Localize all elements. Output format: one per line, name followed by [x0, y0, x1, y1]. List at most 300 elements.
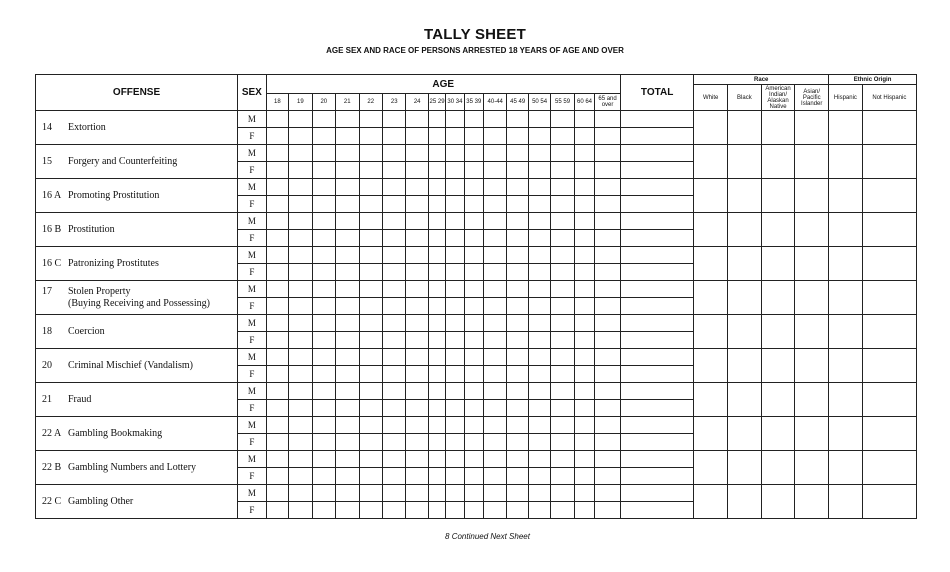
tally-cell-female[interactable]: [446, 230, 464, 247]
tally-cell-female[interactable]: [507, 264, 528, 281]
tally-cell-female[interactable]: [428, 434, 445, 451]
race-cell[interactable]: [761, 383, 795, 417]
total-cell-male[interactable]: [620, 281, 693, 298]
tally-cell-female[interactable]: [528, 162, 550, 179]
tally-cell-male[interactable]: [483, 179, 506, 196]
tally-cell-female[interactable]: [446, 468, 464, 485]
ethnic-origin-cell[interactable]: [829, 315, 863, 349]
tally-cell-female[interactable]: [312, 264, 335, 281]
ethnic-origin-cell[interactable]: [829, 213, 863, 247]
race-cell[interactable]: [795, 349, 829, 383]
tally-cell-male[interactable]: [528, 179, 550, 196]
tally-cell-female[interactable]: [312, 366, 335, 383]
tally-cell-female[interactable]: [312, 502, 335, 519]
tally-cell-female[interactable]: [382, 128, 405, 145]
tally-cell-male[interactable]: [312, 281, 335, 298]
tally-cell-male[interactable]: [289, 315, 312, 332]
tally-cell-female[interactable]: [507, 332, 528, 349]
tally-cell-female[interactable]: [428, 400, 445, 417]
race-cell[interactable]: [728, 349, 762, 383]
tally-cell-male[interactable]: [551, 179, 574, 196]
tally-cell-female[interactable]: [289, 196, 312, 213]
tally-cell-male[interactable]: [359, 349, 382, 366]
race-cell[interactable]: [795, 485, 829, 519]
tally-cell-male[interactable]: [428, 315, 445, 332]
tally-cell-male[interactable]: [595, 145, 621, 162]
tally-cell-male[interactable]: [266, 451, 288, 468]
tally-cell-male[interactable]: [428, 281, 445, 298]
total-cell-female[interactable]: [620, 366, 693, 383]
tally-cell-female[interactable]: [428, 502, 445, 519]
tally-cell-male[interactable]: [551, 417, 574, 434]
tally-cell-male[interactable]: [446, 247, 464, 264]
race-cell[interactable]: [761, 417, 795, 451]
tally-cell-female[interactable]: [574, 128, 594, 145]
tally-cell-male[interactable]: [289, 145, 312, 162]
tally-cell-male[interactable]: [406, 451, 428, 468]
tally-cell-female[interactable]: [382, 196, 405, 213]
tally-cell-female[interactable]: [595, 434, 621, 451]
tally-cell-male[interactable]: [312, 383, 335, 400]
race-cell[interactable]: [728, 383, 762, 417]
tally-cell-female[interactable]: [428, 230, 445, 247]
tally-cell-male[interactable]: [574, 349, 594, 366]
tally-cell-male[interactable]: [595, 485, 621, 502]
tally-cell-male[interactable]: [528, 315, 550, 332]
total-cell-female[interactable]: [620, 264, 693, 281]
tally-cell-female[interactable]: [574, 434, 594, 451]
tally-cell-male[interactable]: [446, 383, 464, 400]
tally-cell-female[interactable]: [574, 400, 594, 417]
tally-cell-female[interactable]: [446, 332, 464, 349]
tally-cell-female[interactable]: [336, 400, 359, 417]
ethnic-origin-cell[interactable]: [862, 383, 916, 417]
tally-cell-female[interactable]: [406, 298, 428, 315]
tally-cell-female[interactable]: [464, 264, 483, 281]
tally-cell-male[interactable]: [551, 213, 574, 230]
race-cell[interactable]: [728, 213, 762, 247]
tally-cell-female[interactable]: [406, 502, 428, 519]
total-cell-female[interactable]: [620, 162, 693, 179]
race-cell[interactable]: [694, 383, 728, 417]
tally-cell-female[interactable]: [312, 298, 335, 315]
tally-cell-female[interactable]: [289, 332, 312, 349]
race-cell[interactable]: [761, 247, 795, 281]
total-cell-female[interactable]: [620, 128, 693, 145]
race-cell[interactable]: [795, 383, 829, 417]
race-cell[interactable]: [795, 111, 829, 145]
tally-cell-male[interactable]: [528, 383, 550, 400]
tally-cell-male[interactable]: [428, 247, 445, 264]
total-cell-male[interactable]: [620, 213, 693, 230]
race-cell[interactable]: [795, 281, 829, 315]
tally-cell-male[interactable]: [406, 179, 428, 196]
tally-cell-male[interactable]: [359, 111, 382, 128]
tally-cell-male[interactable]: [382, 213, 405, 230]
tally-cell-male[interactable]: [595, 111, 621, 128]
tally-cell-female[interactable]: [507, 196, 528, 213]
tally-cell-female[interactable]: [406, 264, 428, 281]
tally-cell-male[interactable]: [528, 111, 550, 128]
tally-cell-female[interactable]: [483, 264, 506, 281]
tally-cell-female[interactable]: [574, 230, 594, 247]
race-cell[interactable]: [761, 145, 795, 179]
tally-cell-female[interactable]: [266, 434, 288, 451]
tally-cell-male[interactable]: [336, 417, 359, 434]
tally-cell-male[interactable]: [266, 145, 288, 162]
tally-cell-female[interactable]: [289, 128, 312, 145]
tally-cell-male[interactable]: [507, 247, 528, 264]
tally-cell-female[interactable]: [336, 128, 359, 145]
tally-cell-male[interactable]: [446, 315, 464, 332]
tally-cell-female[interactable]: [483, 230, 506, 247]
tally-cell-male[interactable]: [289, 111, 312, 128]
tally-cell-male[interactable]: [446, 417, 464, 434]
tally-cell-male[interactable]: [336, 315, 359, 332]
tally-cell-female[interactable]: [289, 230, 312, 247]
race-cell[interactable]: [795, 315, 829, 349]
tally-cell-male[interactable]: [574, 247, 594, 264]
tally-cell-male[interactable]: [428, 213, 445, 230]
race-cell[interactable]: [728, 417, 762, 451]
tally-cell-male[interactable]: [483, 485, 506, 502]
tally-cell-female[interactable]: [507, 502, 528, 519]
tally-cell-female[interactable]: [528, 230, 550, 247]
tally-cell-male[interactable]: [483, 315, 506, 332]
tally-cell-male[interactable]: [483, 213, 506, 230]
tally-cell-female[interactable]: [406, 468, 428, 485]
tally-cell-female[interactable]: [574, 196, 594, 213]
total-cell-male[interactable]: [620, 315, 693, 332]
tally-cell-male[interactable]: [464, 111, 483, 128]
tally-cell-male[interactable]: [464, 417, 483, 434]
tally-cell-male[interactable]: [551, 383, 574, 400]
tally-cell-female[interactable]: [528, 502, 550, 519]
tally-cell-female[interactable]: [289, 434, 312, 451]
tally-cell-male[interactable]: [312, 213, 335, 230]
tally-cell-female[interactable]: [595, 502, 621, 519]
total-cell-female[interactable]: [620, 332, 693, 349]
tally-cell-male[interactable]: [574, 281, 594, 298]
tally-cell-female[interactable]: [595, 468, 621, 485]
tally-cell-female[interactable]: [406, 196, 428, 213]
tally-cell-female[interactable]: [528, 400, 550, 417]
tally-cell-female[interactable]: [336, 502, 359, 519]
tally-cell-male[interactable]: [464, 247, 483, 264]
race-cell[interactable]: [728, 111, 762, 145]
tally-cell-male[interactable]: [336, 213, 359, 230]
ethnic-origin-cell[interactable]: [862, 417, 916, 451]
tally-cell-male[interactable]: [446, 451, 464, 468]
tally-cell-female[interactable]: [464, 366, 483, 383]
tally-cell-female[interactable]: [289, 502, 312, 519]
tally-cell-female[interactable]: [446, 400, 464, 417]
tally-cell-female[interactable]: [359, 434, 382, 451]
race-cell[interactable]: [761, 281, 795, 315]
tally-cell-female[interactable]: [551, 468, 574, 485]
race-cell[interactable]: [761, 451, 795, 485]
tally-cell-female[interactable]: [266, 162, 288, 179]
tally-cell-female[interactable]: [359, 128, 382, 145]
tally-cell-male[interactable]: [464, 315, 483, 332]
tally-cell-female[interactable]: [464, 196, 483, 213]
tally-cell-female[interactable]: [595, 298, 621, 315]
race-cell[interactable]: [694, 145, 728, 179]
tally-cell-female[interactable]: [336, 332, 359, 349]
tally-cell-female[interactable]: [336, 434, 359, 451]
tally-cell-female[interactable]: [507, 128, 528, 145]
tally-cell-male[interactable]: [359, 383, 382, 400]
tally-cell-male[interactable]: [289, 213, 312, 230]
tally-cell-male[interactable]: [359, 315, 382, 332]
tally-cell-male[interactable]: [336, 247, 359, 264]
tally-cell-female[interactable]: [528, 298, 550, 315]
tally-cell-male[interactable]: [428, 451, 445, 468]
total-cell-female[interactable]: [620, 468, 693, 485]
race-cell[interactable]: [728, 179, 762, 213]
tally-cell-male[interactable]: [359, 213, 382, 230]
tally-cell-female[interactable]: [266, 196, 288, 213]
tally-cell-female[interactable]: [574, 298, 594, 315]
tally-cell-female[interactable]: [483, 366, 506, 383]
race-cell[interactable]: [795, 247, 829, 281]
tally-cell-female[interactable]: [382, 400, 405, 417]
tally-cell-female[interactable]: [406, 230, 428, 247]
tally-cell-male[interactable]: [595, 213, 621, 230]
tally-cell-male[interactable]: [464, 213, 483, 230]
tally-cell-female[interactable]: [312, 400, 335, 417]
total-cell-male[interactable]: [620, 111, 693, 128]
tally-cell-male[interactable]: [428, 485, 445, 502]
tally-cell-female[interactable]: [595, 128, 621, 145]
tally-cell-male[interactable]: [406, 281, 428, 298]
tally-cell-male[interactable]: [336, 281, 359, 298]
tally-cell-male[interactable]: [446, 213, 464, 230]
tally-cell-female[interactable]: [528, 128, 550, 145]
tally-cell-male[interactable]: [483, 451, 506, 468]
race-cell[interactable]: [761, 179, 795, 213]
race-cell[interactable]: [728, 281, 762, 315]
tally-cell-female[interactable]: [574, 468, 594, 485]
tally-cell-male[interactable]: [528, 451, 550, 468]
tally-cell-male[interactable]: [289, 179, 312, 196]
tally-cell-male[interactable]: [359, 451, 382, 468]
tally-cell-male[interactable]: [382, 349, 405, 366]
tally-cell-male[interactable]: [464, 451, 483, 468]
tally-cell-male[interactable]: [406, 315, 428, 332]
ethnic-origin-cell[interactable]: [829, 281, 863, 315]
tally-cell-female[interactable]: [289, 400, 312, 417]
tally-cell-male[interactable]: [507, 281, 528, 298]
tally-cell-female[interactable]: [574, 502, 594, 519]
tally-cell-male[interactable]: [551, 451, 574, 468]
race-cell[interactable]: [694, 247, 728, 281]
tally-cell-male[interactable]: [551, 349, 574, 366]
tally-cell-female[interactable]: [574, 162, 594, 179]
tally-cell-female[interactable]: [446, 162, 464, 179]
tally-cell-male[interactable]: [483, 383, 506, 400]
tally-cell-female[interactable]: [551, 162, 574, 179]
tally-cell-male[interactable]: [507, 383, 528, 400]
tally-cell-male[interactable]: [382, 145, 405, 162]
tally-cell-female[interactable]: [551, 332, 574, 349]
tally-cell-male[interactable]: [266, 213, 288, 230]
tally-cell-male[interactable]: [595, 315, 621, 332]
tally-cell-male[interactable]: [446, 349, 464, 366]
tally-cell-male[interactable]: [382, 485, 405, 502]
race-cell[interactable]: [795, 451, 829, 485]
tally-cell-male[interactable]: [595, 451, 621, 468]
tally-cell-male[interactable]: [446, 281, 464, 298]
total-cell-female[interactable]: [620, 196, 693, 213]
ethnic-origin-cell[interactable]: [829, 485, 863, 519]
tally-cell-female[interactable]: [551, 502, 574, 519]
tally-cell-female[interactable]: [359, 502, 382, 519]
tally-cell-male[interactable]: [574, 417, 594, 434]
tally-cell-female[interactable]: [528, 264, 550, 281]
tally-cell-male[interactable]: [289, 349, 312, 366]
ethnic-origin-cell[interactable]: [829, 417, 863, 451]
tally-cell-male[interactable]: [507, 451, 528, 468]
tally-cell-female[interactable]: [359, 264, 382, 281]
tally-cell-female[interactable]: [336, 298, 359, 315]
race-cell[interactable]: [795, 145, 829, 179]
tally-cell-male[interactable]: [428, 417, 445, 434]
tally-cell-female[interactable]: [266, 366, 288, 383]
tally-cell-female[interactable]: [595, 264, 621, 281]
tally-cell-male[interactable]: [336, 111, 359, 128]
tally-cell-female[interactable]: [464, 162, 483, 179]
tally-cell-male[interactable]: [382, 281, 405, 298]
tally-cell-female[interactable]: [359, 196, 382, 213]
tally-cell-female[interactable]: [312, 468, 335, 485]
race-cell[interactable]: [728, 315, 762, 349]
tally-cell-female[interactable]: [336, 264, 359, 281]
tally-cell-male[interactable]: [312, 247, 335, 264]
tally-cell-male[interactable]: [266, 417, 288, 434]
total-cell-male[interactable]: [620, 349, 693, 366]
tally-cell-female[interactable]: [595, 366, 621, 383]
tally-cell-male[interactable]: [428, 145, 445, 162]
tally-cell-female[interactable]: [446, 196, 464, 213]
tally-cell-female[interactable]: [551, 434, 574, 451]
tally-cell-female[interactable]: [382, 230, 405, 247]
tally-cell-male[interactable]: [528, 485, 550, 502]
tally-cell-female[interactable]: [266, 264, 288, 281]
tally-cell-female[interactable]: [428, 332, 445, 349]
tally-cell-female[interactable]: [595, 196, 621, 213]
tally-cell-female[interactable]: [595, 162, 621, 179]
tally-cell-female[interactable]: [574, 332, 594, 349]
tally-cell-female[interactable]: [266, 128, 288, 145]
tally-cell-male[interactable]: [528, 281, 550, 298]
tally-cell-male[interactable]: [428, 349, 445, 366]
tally-cell-female[interactable]: [359, 468, 382, 485]
tally-cell-male[interactable]: [574, 213, 594, 230]
tally-cell-male[interactable]: [551, 315, 574, 332]
ethnic-origin-cell[interactable]: [829, 349, 863, 383]
tally-cell-male[interactable]: [406, 213, 428, 230]
total-cell-male[interactable]: [620, 451, 693, 468]
race-cell[interactable]: [728, 145, 762, 179]
tally-cell-female[interactable]: [446, 434, 464, 451]
total-cell-female[interactable]: [620, 400, 693, 417]
race-cell[interactable]: [761, 349, 795, 383]
tally-cell-female[interactable]: [574, 366, 594, 383]
race-cell[interactable]: [694, 111, 728, 145]
tally-cell-female[interactable]: [289, 366, 312, 383]
tally-cell-male[interactable]: [464, 349, 483, 366]
race-cell[interactable]: [795, 213, 829, 247]
tally-cell-female[interactable]: [551, 264, 574, 281]
tally-cell-female[interactable]: [507, 298, 528, 315]
tally-cell-female[interactable]: [359, 162, 382, 179]
tally-cell-male[interactable]: [382, 451, 405, 468]
ethnic-origin-cell[interactable]: [862, 247, 916, 281]
tally-cell-female[interactable]: [406, 128, 428, 145]
tally-cell-female[interactable]: [406, 434, 428, 451]
tally-cell-male[interactable]: [289, 451, 312, 468]
tally-cell-male[interactable]: [446, 111, 464, 128]
race-cell[interactable]: [694, 485, 728, 519]
tally-cell-female[interactable]: [464, 400, 483, 417]
tally-cell-male[interactable]: [528, 247, 550, 264]
tally-cell-male[interactable]: [446, 485, 464, 502]
tally-cell-male[interactable]: [406, 383, 428, 400]
tally-cell-male[interactable]: [359, 145, 382, 162]
tally-cell-male[interactable]: [312, 451, 335, 468]
tally-cell-male[interactable]: [312, 349, 335, 366]
tally-cell-male[interactable]: [574, 451, 594, 468]
tally-cell-female[interactable]: [359, 366, 382, 383]
tally-cell-male[interactable]: [595, 383, 621, 400]
tally-cell-female[interactable]: [507, 162, 528, 179]
tally-cell-female[interactable]: [507, 468, 528, 485]
tally-cell-male[interactable]: [446, 145, 464, 162]
tally-cell-female[interactable]: [359, 332, 382, 349]
tally-cell-female[interactable]: [551, 230, 574, 247]
tally-cell-female[interactable]: [289, 298, 312, 315]
tally-cell-female[interactable]: [446, 366, 464, 383]
tally-cell-male[interactable]: [464, 485, 483, 502]
tally-cell-male[interactable]: [595, 349, 621, 366]
tally-cell-female[interactable]: [446, 502, 464, 519]
tally-cell-female[interactable]: [464, 434, 483, 451]
race-cell[interactable]: [728, 451, 762, 485]
tally-cell-male[interactable]: [266, 349, 288, 366]
tally-cell-male[interactable]: [289, 417, 312, 434]
tally-cell-male[interactable]: [595, 281, 621, 298]
total-cell-male[interactable]: [620, 247, 693, 264]
tally-cell-male[interactable]: [507, 111, 528, 128]
tally-cell-female[interactable]: [312, 434, 335, 451]
tally-cell-male[interactable]: [507, 349, 528, 366]
tally-cell-male[interactable]: [483, 417, 506, 434]
total-cell-male[interactable]: [620, 485, 693, 502]
tally-cell-male[interactable]: [574, 111, 594, 128]
ethnic-origin-cell[interactable]: [862, 281, 916, 315]
race-cell[interactable]: [694, 179, 728, 213]
tally-cell-male[interactable]: [574, 179, 594, 196]
tally-cell-male[interactable]: [289, 383, 312, 400]
tally-cell-female[interactable]: [528, 434, 550, 451]
ethnic-origin-cell[interactable]: [862, 349, 916, 383]
tally-cell-male[interactable]: [483, 247, 506, 264]
tally-cell-male[interactable]: [483, 145, 506, 162]
tally-cell-male[interactable]: [428, 383, 445, 400]
tally-cell-female[interactable]: [464, 332, 483, 349]
ethnic-origin-cell[interactable]: [862, 179, 916, 213]
